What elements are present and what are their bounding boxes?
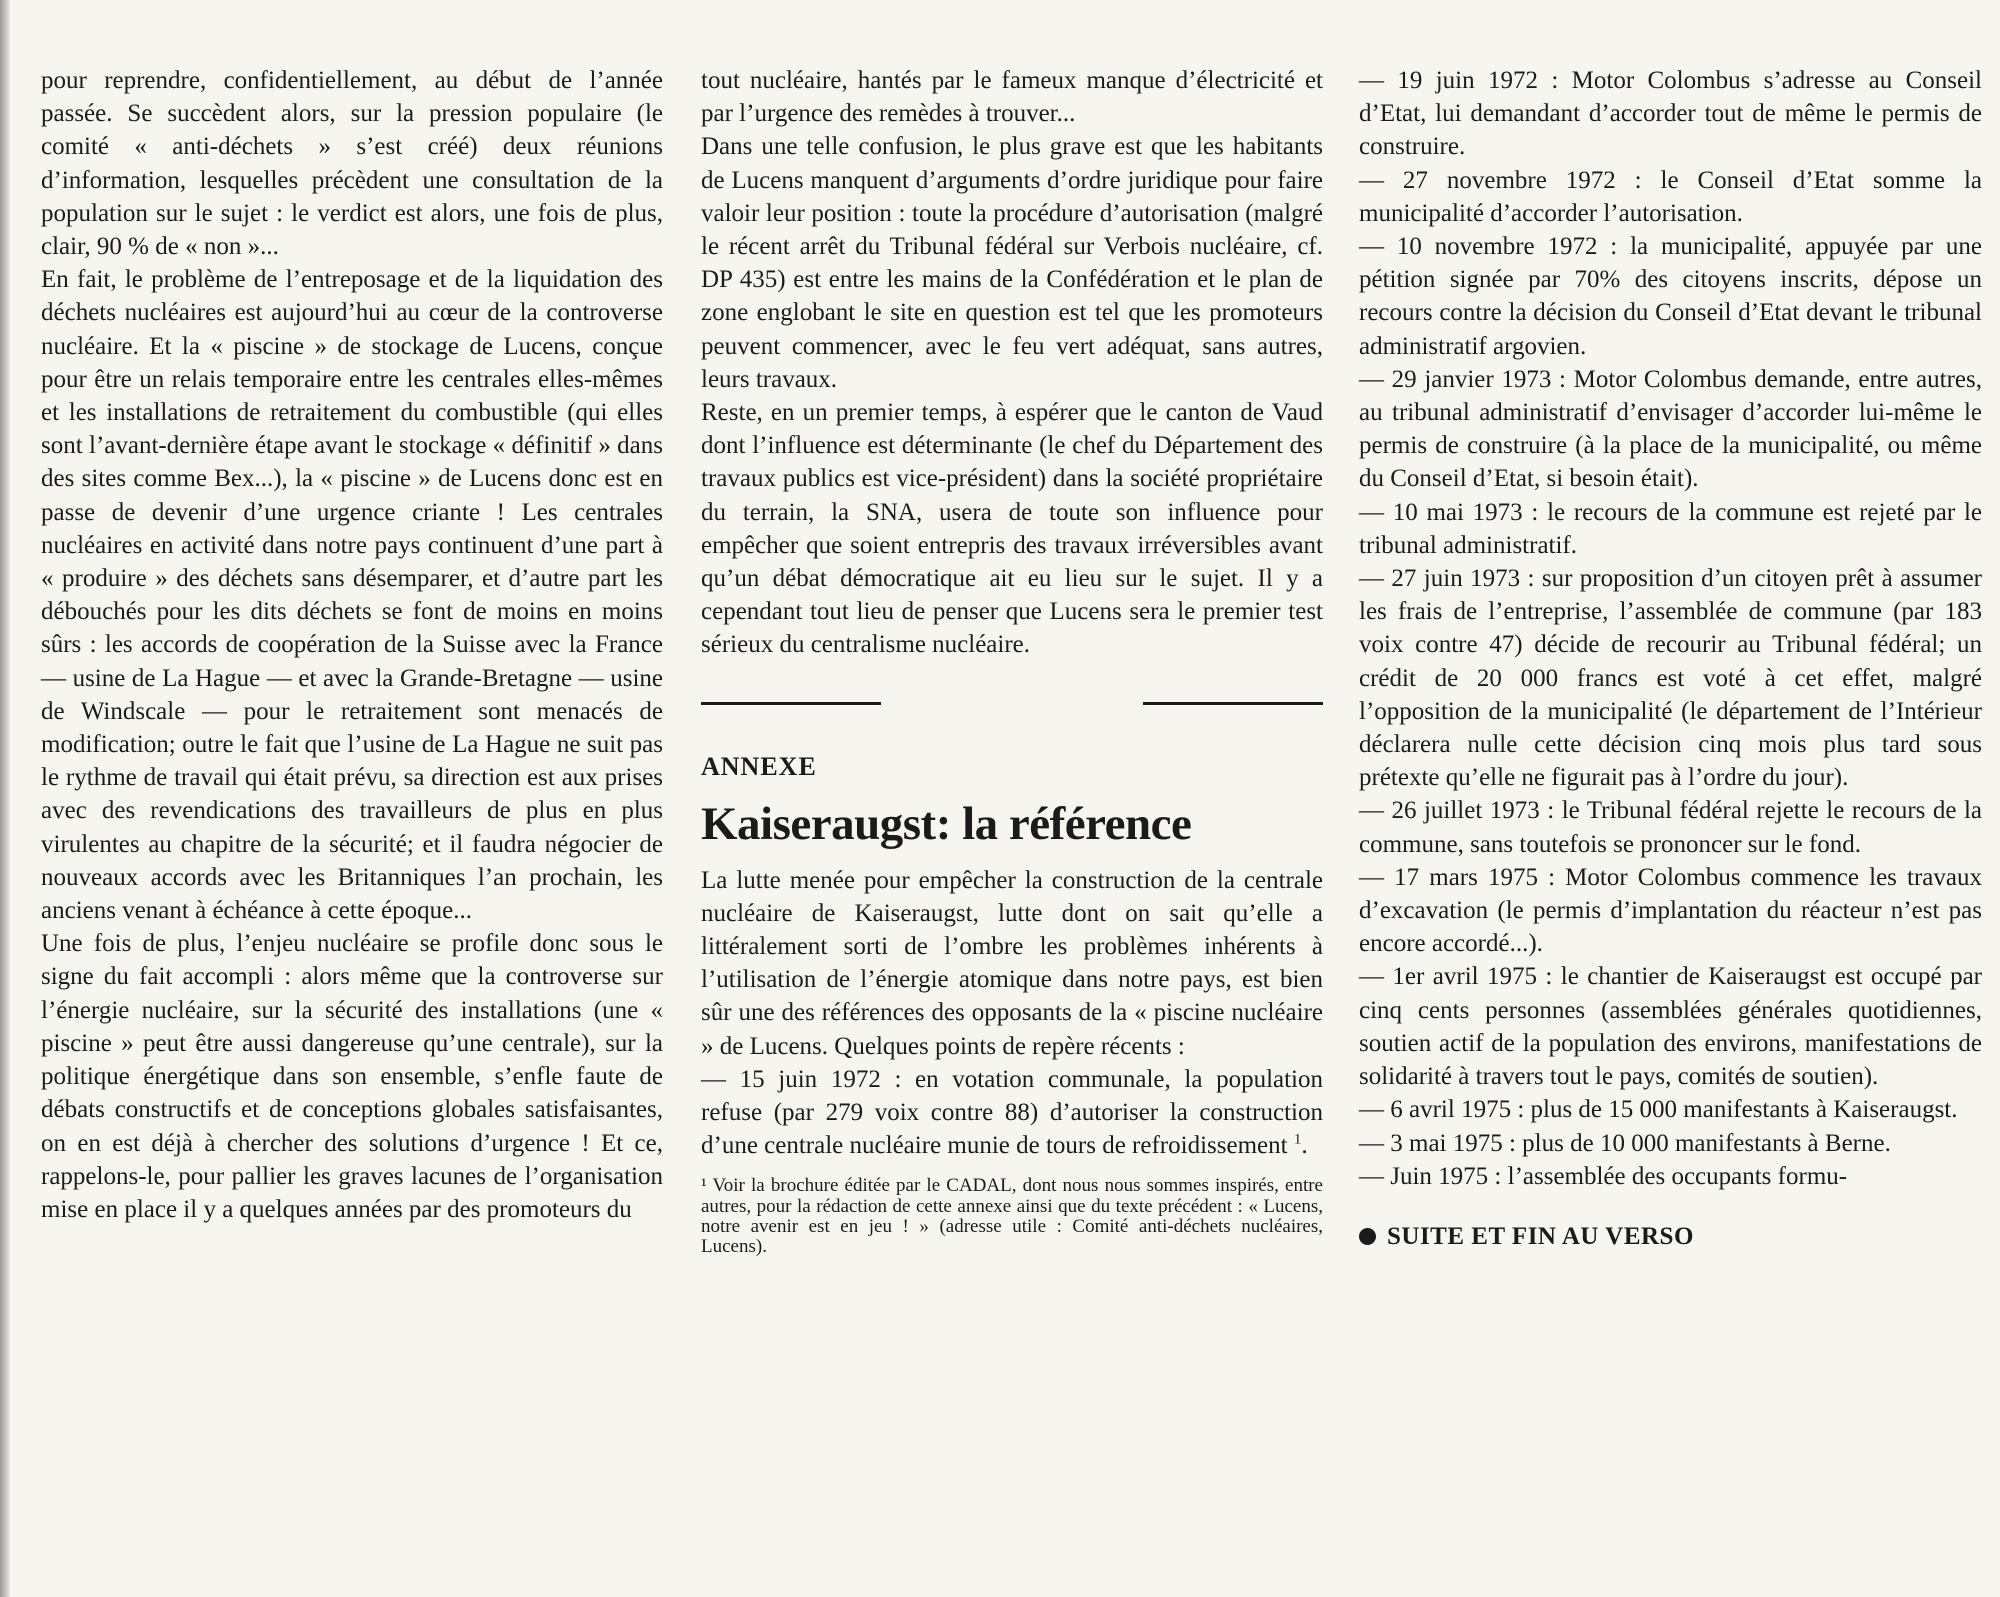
scan-edge [0,0,10,1597]
footnote: ¹ Voir la brochure éditée par le CADAL, dont nous nous sommes inspirés, entre autres, pour la rédaction de cette annexe ainsi que du texte précédent : « Lucens, notre avenir est en jeu ! » (adresse utile : Comité anti-déchets nucléaires, Lucens). [701,1175,1323,1258]
timeline-entry: — 6 avril 1975 : plus de 15 000 manifestants à Kaiseraugst. [1359,1096,1958,1124]
continued-notice [1359,1223,1982,1251]
timeline-entry: — 1er avril 1975 : le chantier de Kaiseraugst est occupé par cinq cents personnes (assemblées générales quotidiennes, soutien actif de la population des environs, manifestations de solidarité à travers tout le pays, comités de soutien). [1359,963,1982,1091]
column-middle [701,64,1323,1258]
paragraph: Dans une telle confusion, le plus grave est que les habitants de Lucens manquent d’arguments d’ordre juridique pour faire valoir leur position : toute la procédure d’autorisation (malgré le récent arrêt du Tribunal fédéral sur Verbois nucléaire, cf. DP 435) est entre les mains de la Confédération et le plan de zone englobant le site en question est tel que les promoteurs peuvent commencer, avec le feu vert adéquat, sans autres, leurs travaux. [701,133,1323,393]
paragraph: pour reprendre, confidentiellement, au début de l’année passée. Se succèdent alors, sur la pression populaire (le comité « anti-déchets » s’est créé) deux réunions d’information, lesquelles précèdent une consultation de la population sur le sujet : le verdict est alors, une fois de plus, clair, 90 % de « non »... [41,67,663,261]
column-left [41,64,663,1226]
timeline-entry: — 10 novembre 1972 : la municipalité, appuyée par une pétition signée par 70% des citoyens inscrits, dépose un recours contre la décision du Conseil d’Etat devant le tribunal administratif argovien. [1359,233,1982,360]
section-kicker: ANNEXE [701,751,817,781]
timeline-entry: — 27 novembre 1972 : le Conseil d’Etat somme la municipalité d’accorder l’autorisation. [1359,166,1982,227]
paragraph: Reste, en un premier temps, à espérer que le canton de Vaud dont l’influence est déterminante (le chef du Département des travaux publics est vice-président) dans la société propriétaire du terrain, la SNA, usera de toute son influence pour empêcher que soient entrepris des travaux irréversibles avant qu’un débat démocratique ait eu lieu sur le sujet. Il y a cependant tout lieu de penser que Lucens sera le premier test sérieux du centralisme nucléaire. [701,399,1323,659]
paragraph: Une fois de plus, l’enjeu nucléaire se profile donc sous le signe du fait accompli : alors même que la controverse sur l’énergie nucléaire, sur la sécurité des installations (une « piscine » peut être aussi dangereuse qu’une centrale), sur la politique énergétique dans son ensemble, s’enfle faute de débats constructifs et de conceptions globales satisfaisantes, on en est déjà à chercher des solutions d’urgence ! Et ce, rappelons-le, pour pallier les graves lacunes de l’organisation mise en place il y a quelques années par des promoteurs du [41,930,663,1223]
divider-rule-right [1143,702,1323,705]
timeline-entry: — 27 juin 1973 : sur proposition d’un citoyen prêt à assumer les frais de l’entreprise, l’assemblée de commune (par 183 voix contre 47) décide de recourir au Tribunal fédéral; un crédit de 20 000 francs est voté à cet effet, malgré l’opposition de la municipalité (le département de l’Intérieur déclarera nulle cette décision cinq mois plus tard sous prétexte qu’elle ne figurait pas à l’ordre du jour). [1359,565,1982,792]
timeline-entry: — 29 janvier 1973 : Motor Colombus demande, entre autres, au tribunal administratif d’envisager d’accorder lui-même le permis de construire (à la place de la municipalité, ou même du Conseil d’Etat, si besoin était). [1359,365,1982,493]
divider-rule-left [701,702,881,705]
paragraph: En fait, le problème de l’entreposage et de la liquidation des déchets nucléaires est aujourd’hui au cœur de la controverse nucléaire. Et la « piscine » de stockage de Lucens, conçue pour être un relais temporaire entre les centrales elles-mêmes et les installations de retraitement du combustible (qui elles sont l’avant-dernière étape avant le stockage « définitif » dans des sites comme Bex...), la « piscine » de Lucens donc est en passe de devenir d’une urgence criante ! Les centrales nucléaires en activité dans notre pays continuent d’une part à « produire » des déchets sans désemparer, et d’autre part les débouchés pour les dits déchets se font de moins en moins sûrs : les accords de coopération de la Suisse avec la France — usine de La Hague — et avec la Grande-Bretagne — usine de Windscale — pour le retraitement sont menacés de modification; outre le fait que l’usine de La Hague ne suit pas le rythme de travail qui était prévu, sa direction est aux prises avec des revendications des travailleurs de plus en plus virulentes au chapitre de la sécurité; et il faudra négocier de nouveaux accords avec les Britanniques l’an prochain, les anciens venant à échéance à cette époque... [41,266,663,925]
intro-paragraph: La lutte menée pour empêcher la construction de la centrale nucléaire de Kaiseraugst, lutte dont on sait qu’elle a littéralement sorti de l’ombre les problèmes inhérents à l’utilisation de l’énergie atomique dans notre pays, est bien sûr une des références des opposants de la « piscine nucléaire » de Lucens. Quelques points de repère récents : [701,866,1323,1060]
paragraph: tout nucléaire, hantés par le fameux manque d’électricité et par l’urgence des remèdes à trouver... [701,67,1323,128]
timeline-entry: — 26 juillet 1973 : le Tribunal fédéral rejette le recours de la commune, sans toutefois se prononcer sur le fond. [1359,797,1982,858]
bullet-icon [1359,1228,1376,1245]
column-right [1359,64,1982,1251]
timeline-entry: — 10 mai 1973 : le recours de la commune est rejeté par le tribunal administratif. [1359,498,1982,559]
timeline-entry: — 3 mai 1975 : plus de 10 000 manifestants à Berne. [1359,1129,1891,1157]
timeline-entry: — 17 mars 1975 : Motor Colombus commence les travaux d’excavation (le permis d’implantation du réacteur n’est pas encore accordé...). [1359,863,1982,958]
timeline-text: — 15 juin 1972 : en votation communale, la population refuse (par 279 voix contre 88) d’autoriser la construction d’une centrale nucléaire munie de tours de refroidissement [701,1065,1323,1160]
timeline-entry: — 19 juin 1972 : Motor Colombus s’adresse au Conseil d’Etat, lui demandant d’accorder tout de même le permis de construire. [1359,67,1982,161]
timeline-entry: — Juin 1975 : l’assemblée des occupants formu- [1359,1162,1848,1190]
continued-label: SUITE ET FIN AU VERSO [1387,1222,1694,1250]
section-divider [701,680,1323,724]
article-headline: Kaiseraugst: la référence [701,797,1192,850]
footnote-reference: 1 [1293,1131,1302,1148]
timeline-entry: — 15 juin 1972 : en votation communale, la population refuse (par 279 voix contre 88) d’autoriser la construction d’une centrale nucléaire munie de tours de refroidissement $^1$. [701,1065,1323,1160]
